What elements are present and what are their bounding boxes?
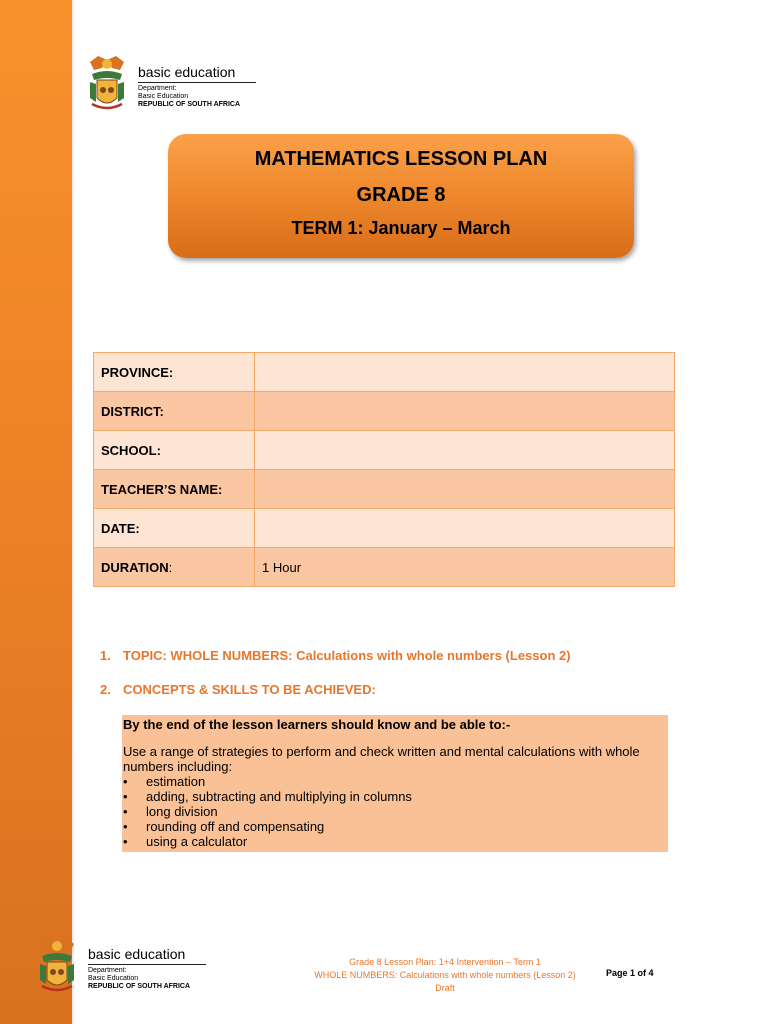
table-row <box>94 470 675 509</box>
district-label: DISTRICT: <box>94 392 255 431</box>
grade-title: GRADE 8 <box>356 184 446 206</box>
duration-label-colon: : <box>168 559 173 575</box>
page-number: Page 1 of 4 <box>606 968 654 978</box>
section-number: 1. <box>100 648 111 663</box>
footer-logo <box>34 936 206 996</box>
logo-title: basic education <box>138 64 236 80</box>
duration-label <box>94 548 255 587</box>
list-item <box>122 789 668 804</box>
list-item-text: adding, subtracting and multiplying in columns <box>146 789 412 804</box>
page-footer <box>300 956 590 995</box>
district-value <box>255 392 675 431</box>
side-decorative-bar <box>0 0 72 1024</box>
skills-heading: By the end of the lesson learners should know and be able to:- <box>123 717 511 732</box>
province-value <box>255 353 675 392</box>
logo-divider <box>138 82 256 83</box>
header-logo <box>84 54 256 114</box>
footer-line: Draft <box>435 983 455 993</box>
topic-heading <box>100 648 571 663</box>
list-item <box>122 834 668 849</box>
logo-country: REPUBLIC OF SOUTH AFRICA <box>88 983 191 990</box>
coat-of-arms-icon <box>84 54 130 114</box>
bullet-icon: • <box>123 774 128 789</box>
duration-label-text: DURATION <box>101 559 169 575</box>
footer-line: Grade 8 Lesson Plan: 1+4 Intervention – Term 1 <box>349 957 541 967</box>
list-item <box>122 774 668 789</box>
logo-department-line: Department: <box>138 85 177 92</box>
logo-department-line: Department: <box>88 967 127 974</box>
skills-intro: Use a range of strategies to perform and check written and mental calculations with whole numbers including: <box>123 744 640 774</box>
skills-box <box>122 715 668 852</box>
document-title: MATHEMATICS LESSON PLAN <box>254 148 548 170</box>
footer-line: WHOLE NUMBERS: Calculations with whole numbers (Lesson 2) <box>314 970 576 980</box>
term-title: TERM 1: January – March <box>291 218 511 238</box>
date-value <box>255 509 675 548</box>
duration-value: 1 Hour <box>255 548 675 587</box>
logo-country: REPUBLIC OF SOUTH AFRICA <box>138 101 241 108</box>
title-banner <box>168 134 634 258</box>
bullet-icon: • <box>123 819 128 834</box>
section-text: TOPIC: WHOLE NUMBERS: Calculations with whole numbers (Lesson 2) <box>123 648 571 663</box>
table-row <box>94 509 675 548</box>
section-number: 2. <box>100 682 111 697</box>
list-item <box>122 804 668 819</box>
skills-list <box>122 774 668 849</box>
school-value <box>255 431 675 470</box>
list-item-text: long division <box>146 804 218 819</box>
teacher-name-label: TEACHER’S NAME: <box>94 470 255 509</box>
province-label: PROVINCE: <box>94 353 255 392</box>
teacher-name-value <box>255 470 675 509</box>
list-item-text: using a calculator <box>146 834 248 849</box>
date-label: DATE: <box>94 509 255 548</box>
logo-title: basic education <box>88 946 186 962</box>
table-row <box>94 431 675 470</box>
list-item <box>122 819 668 834</box>
school-info-table <box>93 352 675 587</box>
table-row <box>94 392 675 431</box>
list-item-text: rounding off and compensating <box>146 819 325 834</box>
logo-department-line: Basic Education <box>88 975 139 982</box>
list-item-text: estimation <box>146 774 206 789</box>
table-row <box>94 548 675 587</box>
logo-divider <box>88 964 206 965</box>
concepts-heading <box>100 682 376 697</box>
table-row <box>94 353 675 392</box>
coat-of-arms-icon <box>34 936 80 996</box>
bullet-icon: • <box>123 834 128 849</box>
side-bar-edge <box>72 0 74 1024</box>
school-label: SCHOOL: <box>94 431 255 470</box>
bullet-icon: • <box>123 789 128 804</box>
bullet-icon: • <box>123 804 128 819</box>
section-text: CONCEPTS & SKILLS TO BE ACHIEVED: <box>123 682 376 697</box>
logo-department-line: Basic Education <box>138 93 189 100</box>
